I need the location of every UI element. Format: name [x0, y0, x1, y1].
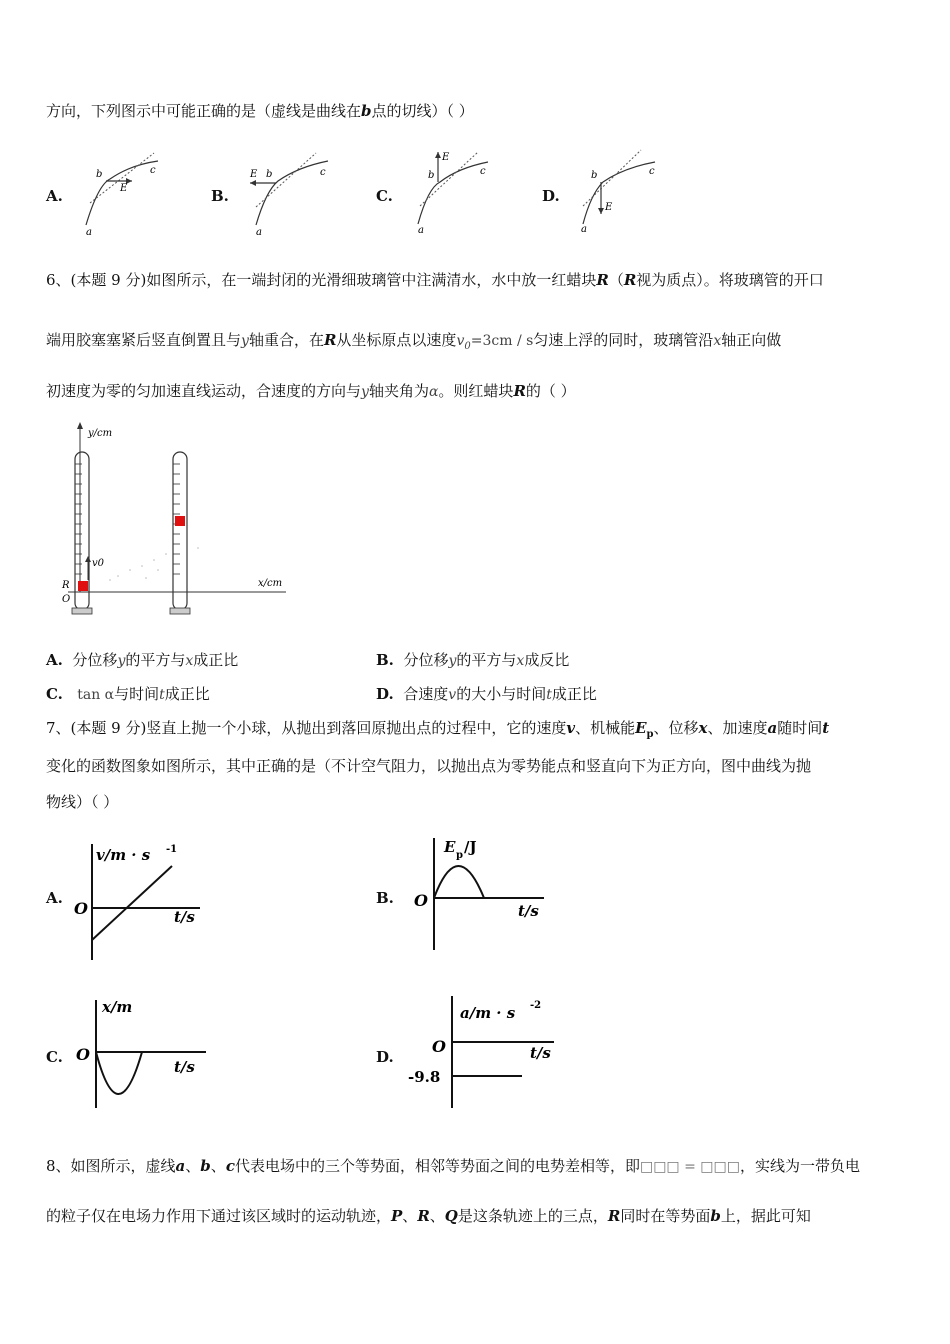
label-a: a	[86, 227, 92, 238]
label-c: c	[649, 166, 655, 177]
graph-a-origin: O	[74, 899, 88, 918]
q7-graph-a	[70, 838, 220, 968]
q7-option-d-label[interactable]: D.	[376, 1048, 394, 1066]
r-label: R	[62, 580, 70, 591]
q7-line-3: 物线）（ ）	[46, 793, 119, 811]
q5-figure-b	[248, 155, 338, 238]
q7-graph-b	[408, 828, 568, 968]
label-e: E	[605, 202, 613, 213]
q7-option-a-label[interactable]: A.	[46, 889, 63, 907]
q7-graph-c	[70, 996, 220, 1116]
q6-option-c[interactable]: C. tan α与时间t成正比	[46, 685, 210, 703]
graph-b-ylabel: E	[444, 838, 456, 856]
q7-option-c-label[interactable]: C.	[46, 1048, 63, 1066]
q6-line-3: 初速度为零的匀加速直线运动，合速度的方向与y轴夹角为α。则红蜡块R的（ ）	[46, 382, 576, 400]
q7-graph-d	[404, 990, 574, 1116]
label-a: a	[256, 227, 262, 238]
q5-figure-d	[575, 148, 665, 233]
label-e: E	[442, 152, 450, 163]
graph-c-xlabel: t/s	[174, 1058, 195, 1076]
graph-c-origin: O	[76, 1045, 90, 1064]
graph-d-ysup: -2	[530, 1000, 542, 1011]
q7-option-b-label[interactable]: B.	[376, 889, 394, 907]
q5-option-b-label[interactable]: B.	[211, 187, 229, 205]
label-c: c	[480, 166, 486, 177]
label-c: c	[150, 165, 156, 176]
graph-c-ylabel: x/m	[102, 998, 133, 1016]
label-b: b	[591, 170, 598, 181]
graph-d-xlabel: t/s	[530, 1044, 551, 1062]
q7-line-2: 变化的函数图象如图所示，其中正确的是（不计空气阻力，以抛出点为零势能点和竖直向下为正方向，图中曲线为抛	[46, 757, 812, 775]
q6-option-a[interactable]: A. 分位移y的平方与x成正比	[46, 651, 239, 669]
q6-tube-figure	[58, 420, 298, 620]
q5-option-c-label[interactable]: C.	[376, 187, 393, 205]
label-b: b	[96, 169, 103, 180]
graph-a-ylabel: v/m · s	[96, 846, 151, 864]
q6-line-1: 6、(本题 9 分)如图所示，在一端封闭的光滑细玻璃管中注满清水，水中放一红蜡块R（R视为质点）。将玻璃管的开口	[46, 271, 824, 289]
q5-option-d-label[interactable]: D.	[542, 187, 560, 205]
q6-option-b[interactable]: B. 分位移y的平方与x成反比	[376, 651, 570, 669]
q8-line-2: 的粒子仅在电场力作用下通过该区域时的运动轨迹，P、R、Q是这条轨迹上的三点，R同时在等势面b上，据此可知	[46, 1207, 811, 1225]
graph-d-ylabel: a/m · s	[460, 1004, 516, 1022]
v0-label: v0	[92, 558, 105, 569]
graph-a-xlabel: t/s	[174, 908, 195, 926]
q5-intro: 方向，下列图示中可能正确的是（虚线是曲线在b点的切线）（ ）	[46, 102, 474, 120]
q5-figure-a	[80, 155, 170, 238]
y-axis-label: y/cm	[88, 428, 113, 439]
label-b: b	[428, 170, 435, 181]
label-e: E	[250, 169, 258, 180]
label-a: a	[418, 225, 424, 236]
q5-figure-c	[408, 148, 498, 236]
x-axis-label: x/cm	[258, 578, 283, 589]
label-e: E	[120, 183, 128, 194]
graph-b-origin: O	[414, 891, 428, 910]
label-c: c	[320, 167, 326, 178]
graph-d-origin: O	[432, 1037, 446, 1056]
label-b: b	[266, 169, 273, 180]
q7-line-1: 7、(本题 9 分)竖直上抛一个小球，从抛出到落回原抛出点的过程中，它的速度v、机械能$E_p$、位移x、加速度a随时间t	[46, 719, 830, 740]
graph-b-yunit: /J	[464, 838, 477, 856]
origin-label: O	[62, 594, 71, 605]
graph-b-ysub: p	[456, 850, 463, 861]
q5-option-a-label[interactable]: A.	[46, 187, 63, 205]
graph-a-ysup: -1	[166, 844, 178, 855]
red-wax-block-start	[78, 581, 88, 591]
q6-line-2: 端用胶塞塞紧后竖直倒置且与y轴重合，在R从坐标原点以速度$v_0=3cm / s$匀速上浮的同时，玻璃管沿x轴正向做	[46, 331, 782, 352]
graph-d-value: -9.8	[408, 1068, 441, 1086]
label-a: a	[581, 224, 587, 235]
graph-b-xlabel: t/s	[518, 902, 539, 920]
q8-line-1: 8、如图所示，虚线a、b、c代表电场中的三个等势面，相邻等势面之间的电势差相等，即□□□ = □□□，实线为一带负电	[46, 1157, 860, 1175]
q6-option-d[interactable]: D. 合速度v的大小与时间t成正比	[376, 685, 597, 703]
red-wax-block-later	[175, 516, 185, 526]
